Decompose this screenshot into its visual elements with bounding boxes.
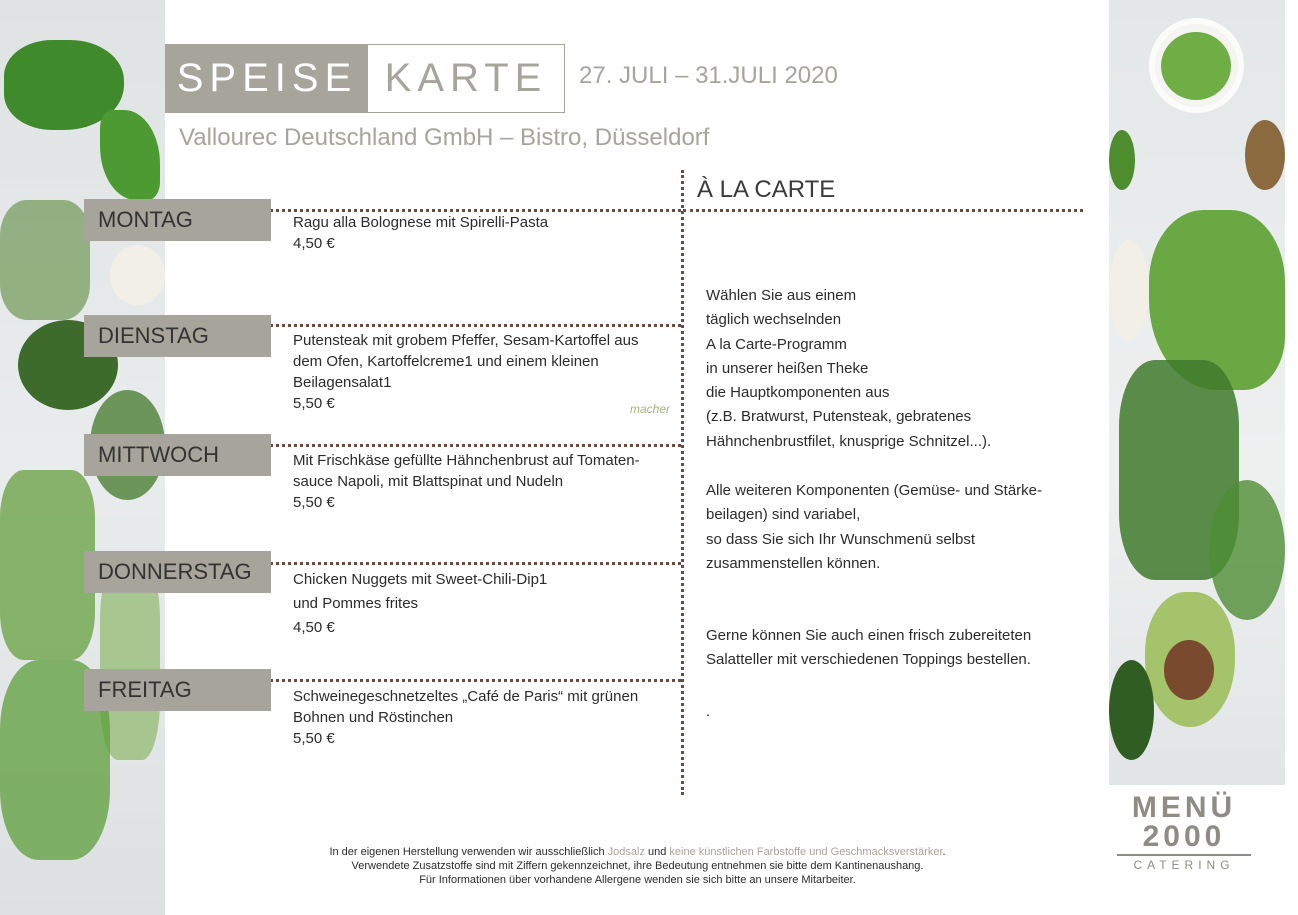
dish-donnerstag bbox=[293, 568, 663, 640]
day-divider bbox=[245, 562, 681, 565]
footer-notes bbox=[240, 845, 1035, 887]
text-line: so dass Sie sich Ihr Wunschmenü selbst bbox=[706, 530, 976, 548]
text-line: Alle weiteren Komponenten (Gemüse- und Stärke- bbox=[706, 482, 1043, 499]
dish-freitag bbox=[293, 686, 663, 749]
footer-line-2: Verwendete Zusatzstoffe sind mit Ziffern gekennzeichnet, ihre Bedeutung entnehmen sie bitte dem Kantinenaushang. bbox=[351, 860, 924, 872]
menu2000-logo bbox=[1117, 793, 1251, 872]
right-vegetable-image bbox=[1109, 0, 1285, 785]
footer-line-3: Für Informationen über vorhandene Allergene wenden sie sich bitte an unsere Mitarbeiter. bbox=[419, 874, 856, 886]
day-divider bbox=[245, 679, 681, 682]
menu-title-box bbox=[165, 44, 565, 113]
dish-line: Bohnen und Röstinchen bbox=[293, 709, 454, 726]
logo-line-2: 2000 bbox=[1142, 820, 1226, 853]
text-line: in unserer heißen Theke bbox=[706, 359, 869, 377]
dish-line: dem Ofen, Kartoffelcreme1 und einem kleinen bbox=[293, 353, 599, 370]
dish-line: und Pommes frites bbox=[293, 595, 419, 612]
dish-price: 5,50 € bbox=[293, 730, 335, 747]
date-range: 27. JULI – 31.JULI 2020 bbox=[579, 62, 838, 89]
dish-line: Chicken Nuggets mit Sweet-Chili-Dip1 bbox=[293, 571, 548, 588]
text-line: Hähnchenbrustfilet, knusprige Schnitzel...). bbox=[706, 432, 992, 450]
footer-line-1 bbox=[240, 845, 1035, 859]
text-line: (z.B. Bratwurst, Putensteak, gebratenes bbox=[706, 408, 972, 426]
title-part2: KARTE bbox=[384, 56, 548, 100]
day-label-donnerstag: DONNERSTAG bbox=[84, 551, 271, 593]
footer-highlight: keine künstlichen Farbstoffe und Geschmacksverstärker bbox=[669, 846, 943, 858]
a-la-carte-paragraph-1 bbox=[706, 284, 1076, 454]
footer-text: . bbox=[942, 846, 946, 858]
text-line: beilagen) sind variabel, bbox=[706, 506, 861, 524]
a-la-carte-divider bbox=[683, 209, 1083, 212]
day-label-dienstag: DIENSTAG bbox=[84, 315, 271, 357]
footer-highlight: Jodsalz bbox=[607, 846, 645, 858]
day-divider bbox=[245, 324, 681, 327]
stamp-mark: macher bbox=[629, 402, 670, 416]
day-divider bbox=[245, 444, 681, 447]
text-line: täglich wechselnden bbox=[706, 311, 842, 329]
text-line: Wählen Sie aus einem bbox=[706, 287, 857, 304]
footer-text: und bbox=[644, 846, 670, 858]
text-line: zusammenstellen können. bbox=[706, 554, 881, 572]
dish-price: 4,50 € bbox=[293, 619, 335, 636]
day-label-freitag: FREITAG bbox=[84, 669, 271, 711]
dish-montag bbox=[293, 212, 663, 254]
title-part1: SPEISE bbox=[166, 45, 368, 112]
dish-line: Beilagensalat1 bbox=[293, 374, 392, 391]
column-divider bbox=[681, 170, 684, 795]
dish-line: Mit Frischkäse gefüllte Hähnchenbrust auf Tomaten- bbox=[293, 452, 640, 469]
dish-mittwoch bbox=[293, 450, 663, 513]
trailing-dot: . bbox=[706, 703, 711, 720]
dish-line: Putensteak mit grobem Pfeffer, Sesam-Kartoffel aus bbox=[293, 332, 639, 349]
a-la-carte-paragraph-3 bbox=[706, 624, 1076, 673]
dish-price: 5,50 € bbox=[293, 494, 335, 511]
footer-text: In der eigenen Herstellung verwenden wir ausschließlich bbox=[329, 846, 608, 858]
day-label-montag: MONTAG bbox=[84, 199, 271, 241]
a-la-carte-title: À LA CARTE bbox=[697, 176, 836, 203]
dish-dienstag bbox=[293, 330, 663, 414]
company-name: Vallourec Deutschland GmbH – Bistro, Düsseldorf bbox=[179, 124, 710, 151]
dish-line: Schweinegeschnetzeltes „Café de Paris“ mit grünen bbox=[293, 688, 639, 705]
text-line: Gerne können Sie auch einen frisch zubereiteten bbox=[706, 627, 1032, 644]
day-label-mittwoch: MITTWOCH bbox=[84, 434, 271, 476]
text-line: Salatteller mit verschiedenen Toppings bestellen. bbox=[706, 651, 1031, 669]
dish-line: sauce Napoli, mit Blattspinat und Nudeln bbox=[293, 473, 564, 490]
a-la-carte-paragraph-2 bbox=[706, 479, 1076, 576]
text-line: die Hauptkomponenten aus bbox=[706, 384, 890, 402]
dish-price: 5,50 € bbox=[293, 395, 335, 412]
dish-price: 4,50 € bbox=[293, 235, 335, 252]
text-line: A la Carte-Programm bbox=[706, 335, 847, 353]
dish-line: Ragu alla Bolognese mit Spirelli-Pasta bbox=[293, 214, 549, 231]
logo-line-3: CATERING bbox=[1117, 854, 1251, 872]
logo-line-1: MENÜ bbox=[1131, 791, 1237, 824]
